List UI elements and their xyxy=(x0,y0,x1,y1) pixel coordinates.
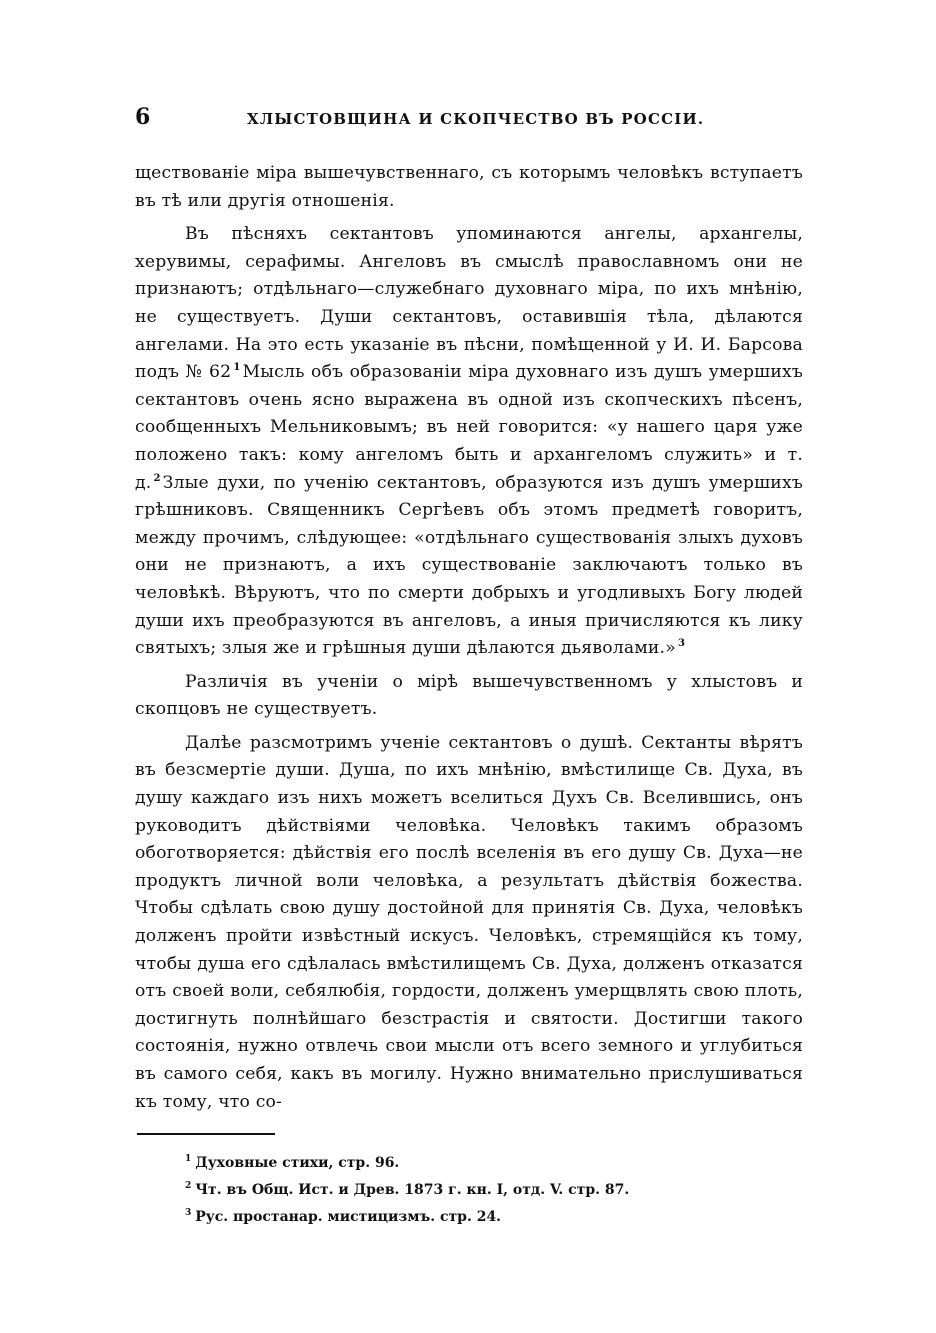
page-header xyxy=(135,104,803,134)
paragraph-2-part-c: Злые духи, по ученію сектантовъ, образуются изъ душъ умершихъ грѣшниковъ. Священникъ Сергѣевъ объ этомъ предметѣ говоритъ, между прочимъ, слѣдующее: «отдѣльнаго существованія злыхъ духовъ они не признаютъ, а ихъ существованіе заключаютъ только въ человѣкѣ. Вѣруютъ, что по смерти добрыхъ и угодливыхъ Богу людей души ихъ преобразуются въ ангеловъ, а иныя причисляются къ лику святыхъ; злыя же и грѣшныя души дѣлаются дьяволами.» xyxy=(135,472,803,659)
paragraph-1: ществованіе міра вышечувственнаго, съ которымъ человѣкъ вступаетъ въ тѣ или другія отношенія. xyxy=(135,163,803,211)
footnote-marker: 3 xyxy=(185,1208,192,1219)
paragraph-2-part-b: Мысль объ образованіи міра духовнаго изъ душъ умершихъ сектантовъ очень ясно выражена въ одной изъ скопческихъ пѣсенъ, сообщенныхъ Мельниковымъ; въ ней говорится: «у нашего царя уже положено такъ: кому ангеломъ быть и архангеломъ служить» и т. д. xyxy=(135,362,804,493)
paragraph-3: Различія въ ученіи о мірѣ вышечувственномъ у хлыстовъ и скопцовъ не существуетъ. xyxy=(135,671,803,720)
footnote-text: Чт. въ Общ. Ист. и Древ. 1873 г. кн. I, отд. V. стр. 87. xyxy=(195,1182,630,1198)
footnotes xyxy=(185,1150,805,1231)
footnote-ref-1: 1 xyxy=(233,362,241,374)
footnote-text: Духовные стихи, стр. 96. xyxy=(195,1155,400,1171)
footnote-marker: 2 xyxy=(185,1181,192,1192)
footnote-ref-2: 2 xyxy=(153,472,161,484)
paragraph-4: Далѣе разсмотримъ ученіе сектантовъ о душѣ. Сектанты вѣрятъ въ безсмертіе души. Душа, по ихъ мнѣнію, вмѣстилище Св. Духа, въ душу каждаго изъ нихъ можетъ вселиться Духъ Св. Вселившись, онъ руководитъ дѣйствіями человѣка. Человѣкъ такимъ образомъ обоготворяется: дѣйствія его послѣ вселенія въ его душу Св. Духа—не продуктъ личной воли человѣка, а результатъ дѣйствія божества. Чтобы сдѣлать свою душу достойной для принятія Св. Духа, человѣкъ долженъ пройти извѣстный искусъ. Человѣкъ, стремящійся къ тому, чтобы душа его сдѣлалась вмѣстилищемъ Св. Духа, долженъ отказатся отъ своей воли, себялюбія, гордости, долженъ умерщвлять свою плоть, достигнуть полнѣйшаго безстрастія и святости. Достигши такого состоянія, нужно отвлечь свои мысли отъ всего земного и углубиться въ самого себя, какъ въ могилу. Нужно внимательно прислушиваться къ тому, что со- xyxy=(135,732,803,1112)
page-number: 6 xyxy=(135,104,151,130)
footnote-ref-3: 3 xyxy=(677,638,686,650)
footnote-item xyxy=(185,1177,805,1204)
footnote-item xyxy=(185,1204,805,1231)
footnote-text: Рус. простанар. мистицизмъ. стр. 24. xyxy=(195,1209,502,1225)
paragraph-2 xyxy=(135,221,803,663)
footnote-item xyxy=(185,1150,805,1177)
main-text xyxy=(135,160,803,1122)
running-title: ХЛЫСТОВЩИНА И СКОПЧЕСТВО ВЪ РОССІИ. xyxy=(247,110,705,128)
paragraph-2-part-a: Въ пѣсняхъ сектантовъ упоминаются ангелы, архангелы, херувимы, серафимы. Ангеловъ въ смыслѣ православномъ они не признаютъ; отдѣльнаго—служебнаго духовнаго міра, по ихъ мнѣнію, не существуетъ. Души сектантовъ, оставившія тѣла, дѣлаются ангелами. На это есть указаніе въ пѣсни, помѣщенной у И. И. Барсова подъ № 62 xyxy=(135,224,803,383)
footnote-marker: 1 xyxy=(185,1154,192,1165)
footnote-separator xyxy=(137,1133,275,1135)
